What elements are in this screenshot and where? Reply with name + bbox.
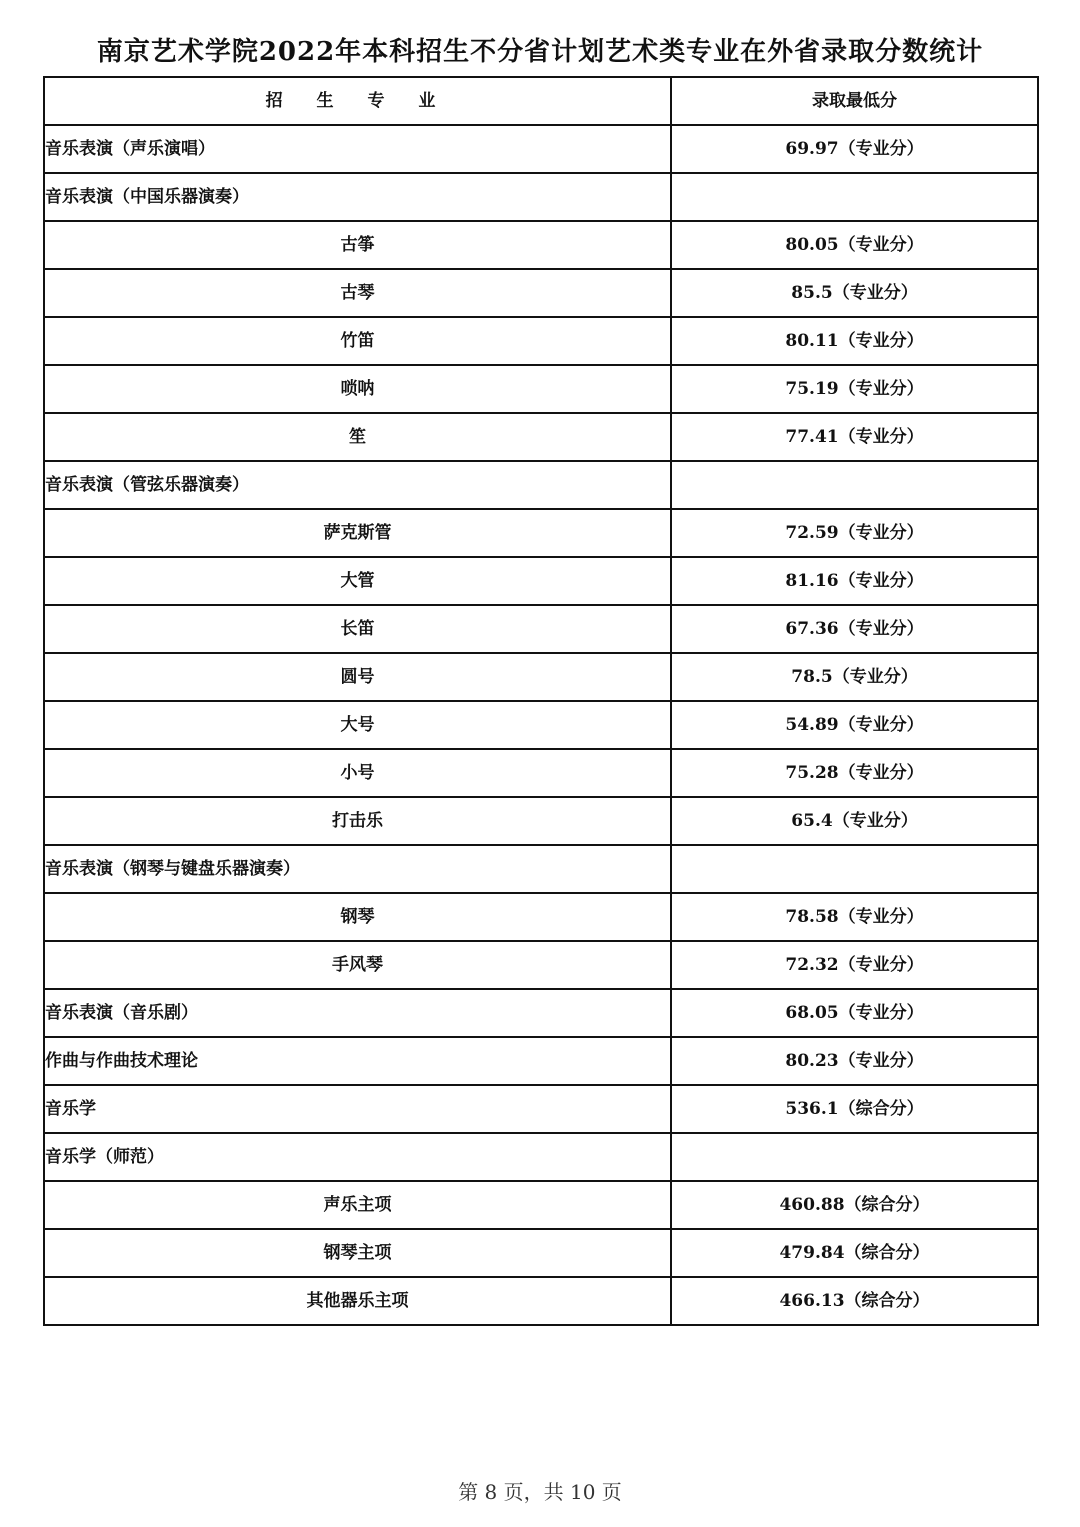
table-row <box>44 1085 1038 1133</box>
table-row <box>44 1037 1038 1085</box>
min-score-cell: 78.58（专业分） <box>671 893 1038 941</box>
table-row <box>44 317 1038 365</box>
min-score-cell <box>671 173 1038 221</box>
admission-score-table <box>43 76 1039 1326</box>
min-score-cell: 69.97（专业分） <box>671 125 1038 173</box>
table-body <box>44 125 1038 1325</box>
min-score-cell: 536.1（综合分） <box>671 1085 1038 1133</box>
min-score-cell: 466.13（综合分） <box>671 1277 1038 1325</box>
table-row <box>44 365 1038 413</box>
table-row <box>44 701 1038 749</box>
min-score-cell <box>671 845 1038 893</box>
table-row <box>44 1181 1038 1229</box>
table-row <box>44 173 1038 221</box>
table-header-row <box>44 77 1038 125</box>
table-row <box>44 413 1038 461</box>
min-score-cell <box>671 1133 1038 1181</box>
table-row <box>44 1133 1038 1181</box>
header-min-score: 录取最低分 <box>671 77 1038 125</box>
table-row <box>44 125 1038 173</box>
major-cell: 音乐学 <box>44 1085 671 1133</box>
min-score-cell: 54.89（专业分） <box>671 701 1038 749</box>
sub-major-cell: 圆号 <box>44 653 671 701</box>
table-row <box>44 1277 1038 1325</box>
page-title: 南京艺术学院2022年本科招生不分省计划艺术类专业在外省录取分数统计 <box>96 37 984 67</box>
sub-major-cell: 其他器乐主项 <box>44 1277 671 1325</box>
min-score-cell <box>671 461 1038 509</box>
table-row <box>44 893 1038 941</box>
sub-major-cell: 打击乐 <box>44 797 671 845</box>
sub-major-cell: 古筝 <box>44 221 671 269</box>
page-footer: 第 8 页，共 10 页 <box>458 1480 622 1504</box>
table-row <box>44 461 1038 509</box>
sub-major-cell: 钢琴 <box>44 893 671 941</box>
table-row <box>44 605 1038 653</box>
major-cell: 作曲与作曲技术理论 <box>44 1037 671 1085</box>
table-row <box>44 269 1038 317</box>
table-row <box>44 1229 1038 1277</box>
table-row <box>44 797 1038 845</box>
table-row <box>44 557 1038 605</box>
min-score-cell: 72.59（专业分） <box>671 509 1038 557</box>
min-score-cell: 80.05（专业分） <box>671 221 1038 269</box>
major-cell: 音乐表演（中国乐器演奏） <box>44 173 671 221</box>
table-row <box>44 989 1038 1037</box>
min-score-cell: 479.84（综合分） <box>671 1229 1038 1277</box>
sub-major-cell: 长笛 <box>44 605 671 653</box>
min-score-cell: 460.88（综合分） <box>671 1181 1038 1229</box>
major-cell: 音乐表演（管弦乐器演奏） <box>44 461 671 509</box>
sub-major-cell: 竹笛 <box>44 317 671 365</box>
min-score-cell: 68.05（专业分） <box>671 989 1038 1037</box>
min-score-cell: 65.4（专业分） <box>671 797 1038 845</box>
min-score-cell: 80.23（专业分） <box>671 1037 1038 1085</box>
major-cell: 音乐学（师范） <box>44 1133 671 1181</box>
sub-major-cell: 笙 <box>44 413 671 461</box>
min-score-cell: 78.5（专业分） <box>671 653 1038 701</box>
table-row <box>44 941 1038 989</box>
major-cell: 音乐表演（音乐剧） <box>44 989 671 1037</box>
min-score-cell: 75.19（专业分） <box>671 365 1038 413</box>
header-major: 招 生 专 业 <box>44 77 671 125</box>
sub-major-cell: 萨克斯管 <box>44 509 671 557</box>
sub-major-cell: 钢琴主项 <box>44 1229 671 1277</box>
major-cell: 音乐表演（钢琴与键盘乐器演奏） <box>44 845 671 893</box>
min-score-cell: 85.5（专业分） <box>671 269 1038 317</box>
sub-major-cell: 大管 <box>44 557 671 605</box>
sub-major-cell: 唢呐 <box>44 365 671 413</box>
sub-major-cell: 古琴 <box>44 269 671 317</box>
min-score-cell: 80.11（专业分） <box>671 317 1038 365</box>
min-score-cell: 81.16（专业分） <box>671 557 1038 605</box>
sub-major-cell: 手风琴 <box>44 941 671 989</box>
table-row <box>44 845 1038 893</box>
sub-major-cell: 声乐主项 <box>44 1181 671 1229</box>
major-cell: 音乐表演（声乐演唱） <box>44 125 671 173</box>
table-row <box>44 749 1038 797</box>
table-row <box>44 653 1038 701</box>
sub-major-cell: 小号 <box>44 749 671 797</box>
table-row <box>44 221 1038 269</box>
sub-major-cell: 大号 <box>44 701 671 749</box>
min-score-cell: 67.36（专业分） <box>671 605 1038 653</box>
min-score-cell: 75.28（专业分） <box>671 749 1038 797</box>
min-score-cell: 72.32（专业分） <box>671 941 1038 989</box>
table-row <box>44 509 1038 557</box>
min-score-cell: 77.41（专业分） <box>671 413 1038 461</box>
